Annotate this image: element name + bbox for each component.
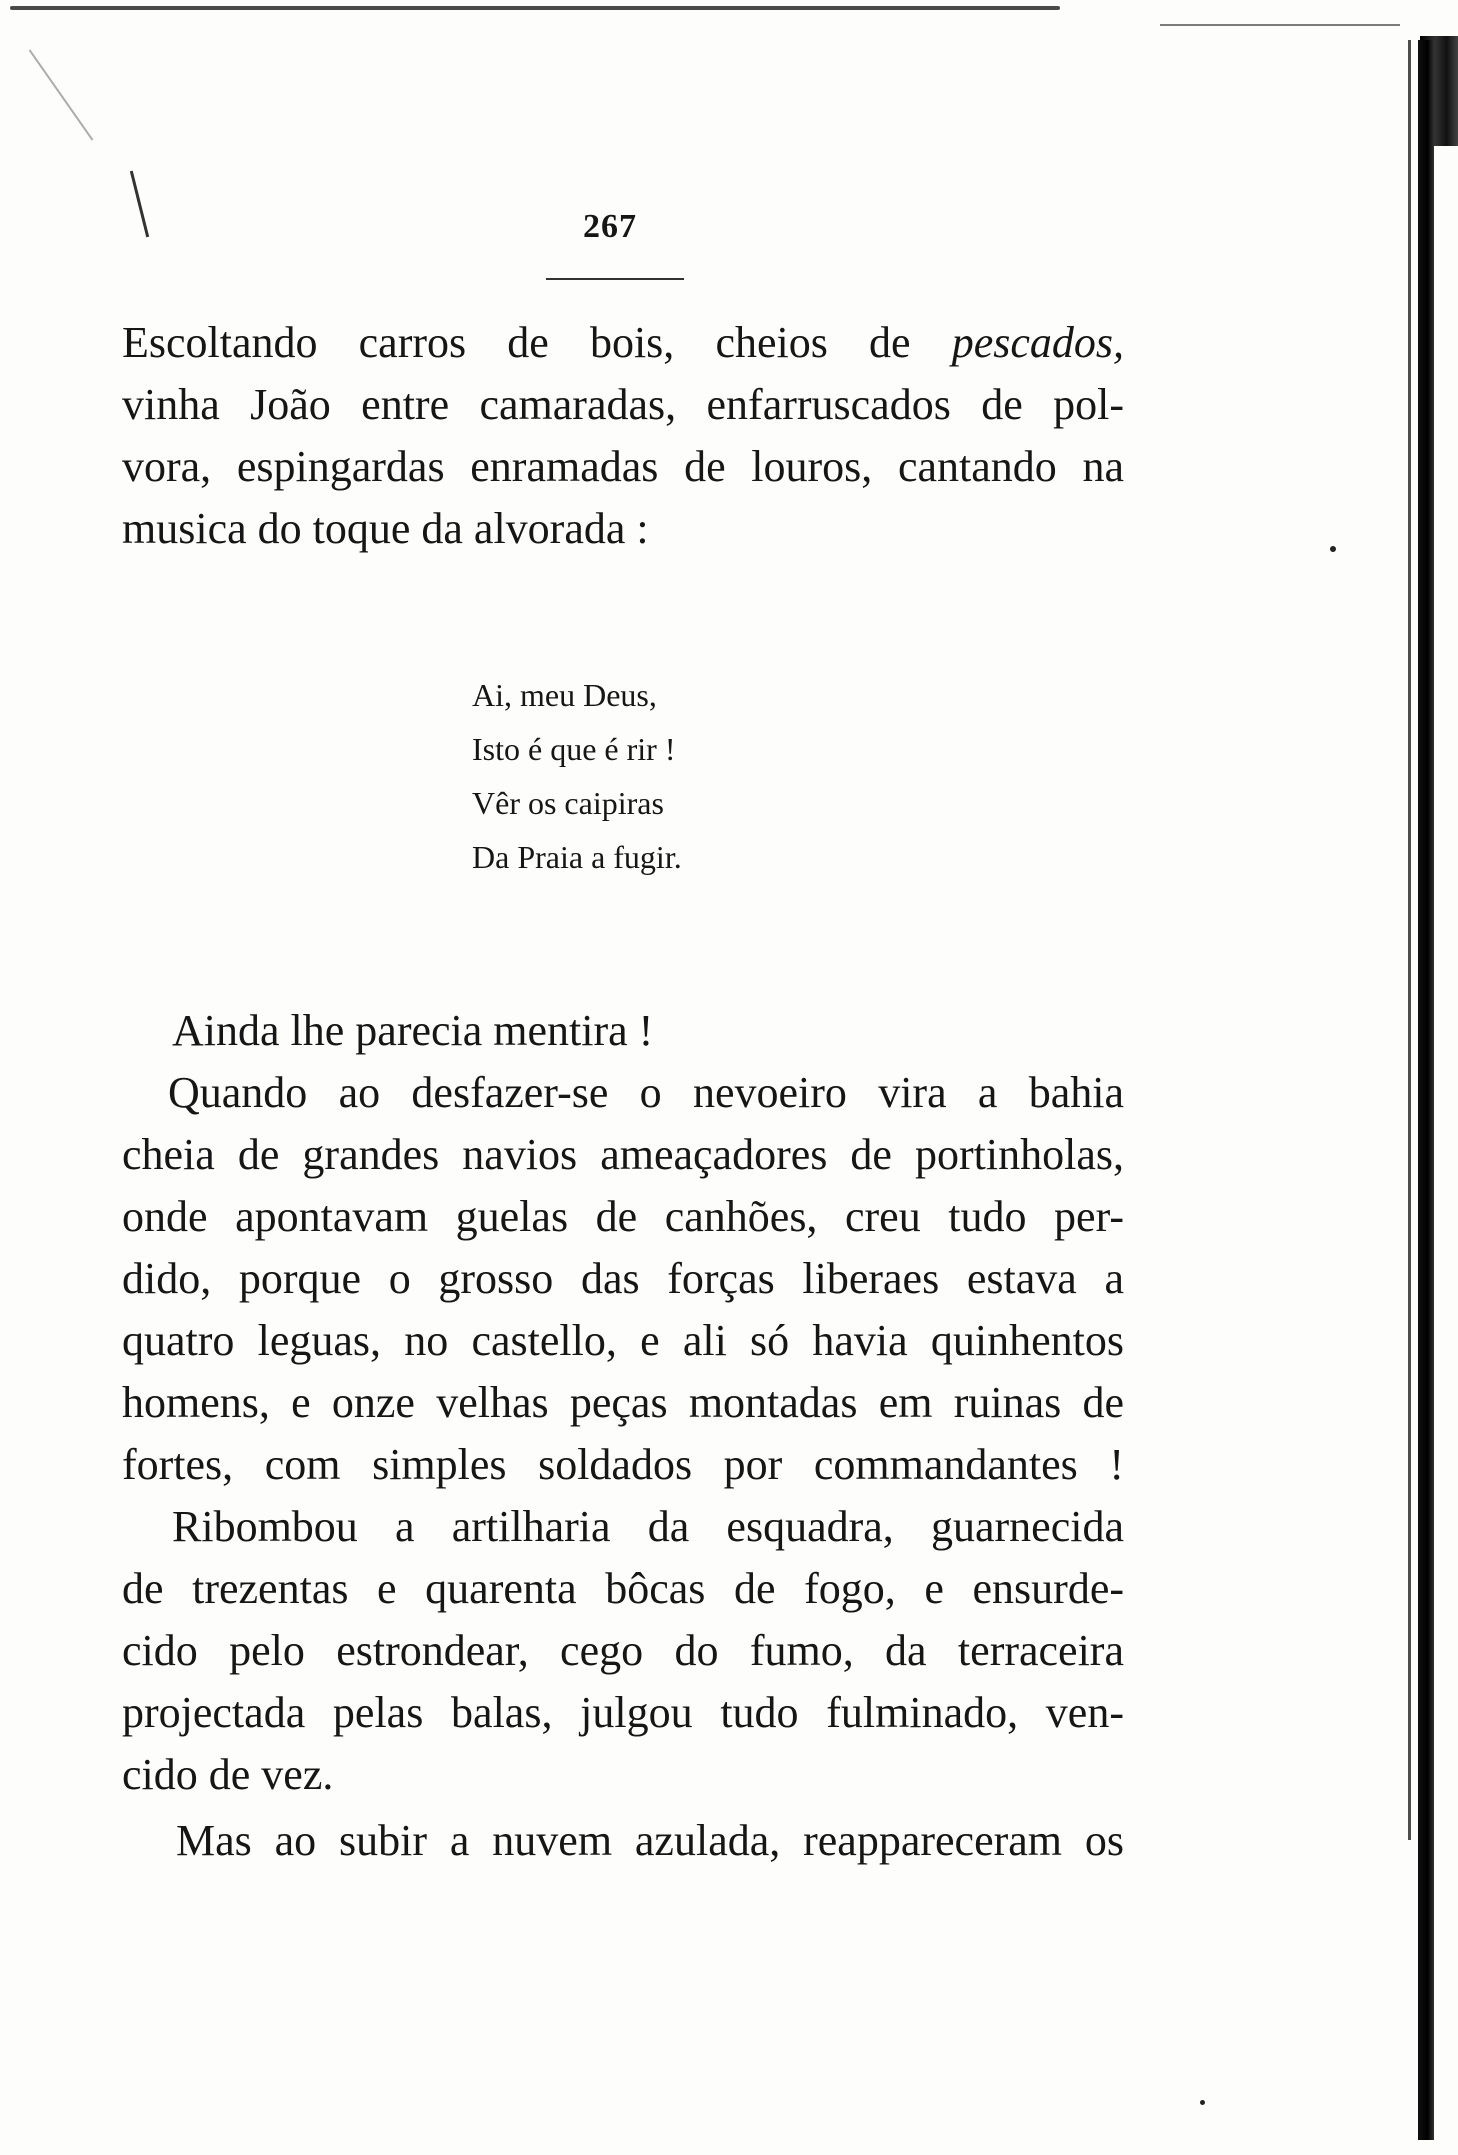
text-line: Ribombou a artilharia da esquadra, guarnecida [172, 1502, 1124, 1551]
verse-line: Da Praia a fugir. [472, 839, 682, 875]
scan-top-edge-right [1160, 24, 1400, 26]
italic-word: pescados, [951, 318, 1125, 367]
text-line: quatro leguas, no castello, e ali só havia quinhentos [122, 1316, 1124, 1365]
scan-top-edge [10, 6, 1060, 10]
text-line: cido de vez. [122, 1750, 334, 1799]
paragraph-3 [122, 1124, 1124, 1496]
binding-edge-line [1408, 40, 1411, 1840]
paragraph-4-first [172, 1496, 1124, 1558]
text-line [122, 312, 1124, 374]
text-line: vora, espingardas enramadas de louros, cantando na [122, 442, 1124, 491]
scan-speck [1200, 2100, 1205, 2105]
paragraph-2 [172, 1000, 1124, 1062]
scan-speck [1330, 546, 1336, 552]
paragraph-3-first [168, 1062, 1124, 1124]
scan-mark [130, 171, 149, 238]
text-line: homens, e onze velhas peças montadas em ruinas de [122, 1378, 1124, 1427]
header-rule [546, 278, 684, 280]
text-line: projectada pelas balas, julgou tudo fulminado, ven- [122, 1688, 1124, 1737]
text-line: Mas ao subir a nuvem azulada, reappareceram os [176, 1816, 1124, 1865]
paragraph-4-end [122, 1744, 1124, 1806]
paragraph-1-end [122, 498, 1124, 560]
text-line: vinha João entre camaradas, enfarruscados de pol- [122, 380, 1124, 429]
text-line: onde apontavam guelas de canhões, creu tudo per- [122, 1192, 1124, 1241]
paragraph-5 [176, 1810, 1124, 1872]
text-line: Ainda lhe parecia mentira ! [172, 1006, 654, 1055]
paragraph-4 [122, 1558, 1124, 1744]
text-line: fortes, com simples soldados por commandantes ! [122, 1440, 1124, 1489]
text-line: Quando ao desfazer-se o nevoeiro vira a bahia [168, 1068, 1124, 1117]
text-line: musica do toque da alvorada : [122, 504, 649, 553]
scan-scratch [29, 49, 94, 140]
paragraph-1 [122, 312, 1124, 498]
verse-line: Vêr os caipiras [472, 785, 664, 821]
text-line: dido, porque o grosso das forças liberaes estava a [122, 1254, 1124, 1303]
verse-line: Ai, meu Deus, [472, 677, 657, 713]
verse-line: Isto é que é rir ! [472, 731, 676, 767]
text-line-content: Escoltando carros de bois, cheios de [122, 318, 911, 367]
page-number: 267 [583, 208, 637, 245]
text-line: cido pelo estrondear, cego do fumo, da terraceira [122, 1626, 1124, 1675]
binding-shadow [1418, 40, 1434, 2140]
text-line: de trezentas e quarenta bôcas de fogo, e ensurde- [122, 1564, 1124, 1613]
verse-block [472, 668, 682, 884]
text-line: cheia de grandes navios ameaçadores de portinholas, [122, 1130, 1124, 1179]
